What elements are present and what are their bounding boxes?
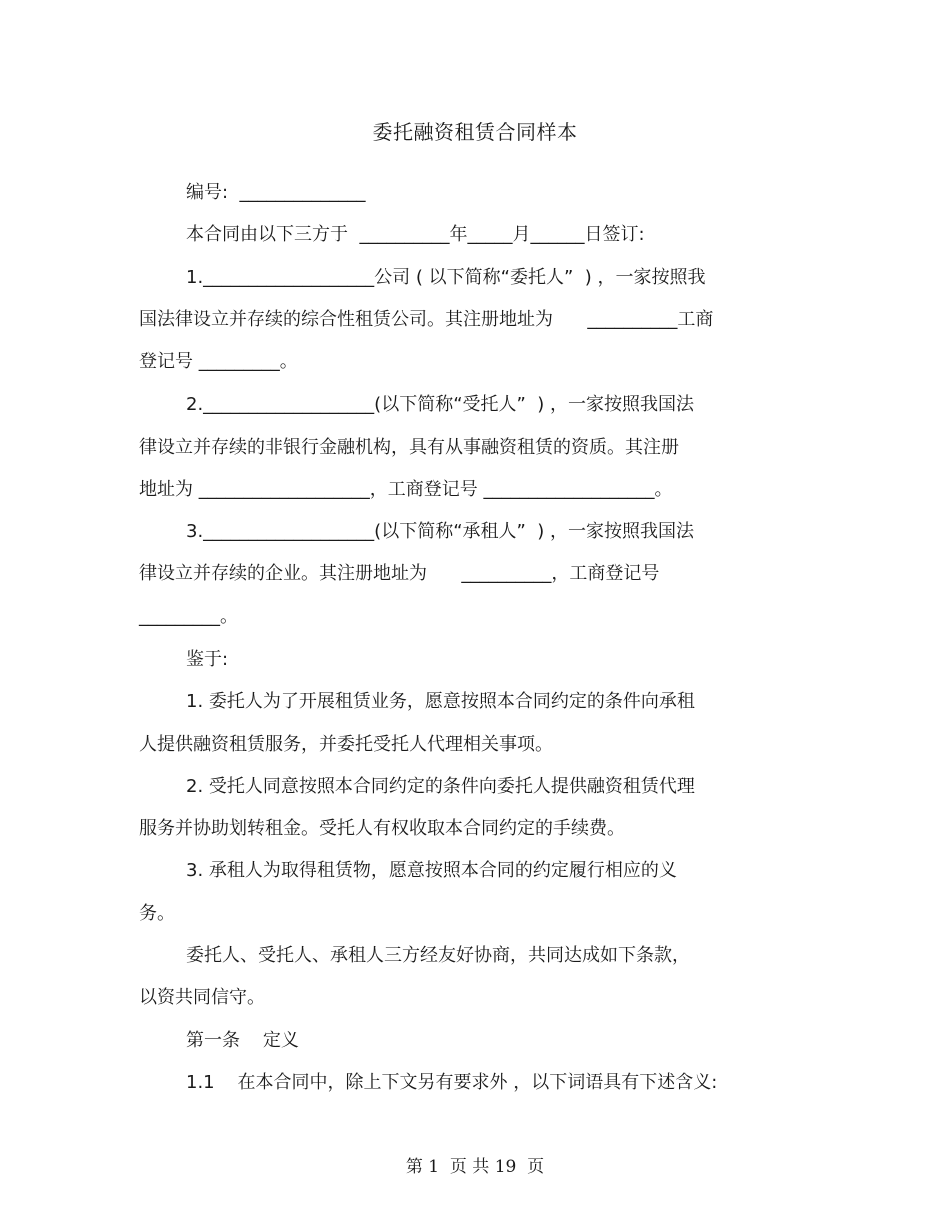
article-1-heading: 第一条 定义 [186,1030,299,1051]
recital-2-line-2: 服务并协助划转租金。受托人有权收取本合同约定的手续费。 [139,818,625,839]
party-3-line-3: _________。 [139,606,238,627]
party-3-line-1: 3.___________________(以下简称“承租人” ) ，一家按照我国法 [186,521,695,542]
party-3-line-2: 律设立并存续的企业。其注册地址为 __________，工商登记号 [139,563,660,584]
agreement-line-1: 委托人、受托人、承租人三方经友好协商，共同达成如下条款， [186,945,690,966]
recital-1-line-1: 1. 委托人为了开展租赁业务，愿意按照本合同约定的条件向承租 [186,691,695,712]
party-2-line-3: 地址为 ___________________，工商登记号 ___________________。 [139,479,673,500]
recital-1-line-2: 人提供融资租赁服务，并委托受托人代理相关事项。 [139,734,553,755]
whereas-heading: 鉴于: [186,649,229,670]
clause-1-1: 1.1 在本合同中，除上下文另有要求外 ，以下词语具有下述含义: [186,1072,718,1093]
contract-number-line: 编号: ______________ [186,182,366,203]
party-2-line-1: 2.___________________(以下简称“受托人” ) ，一家按照我国法 [186,394,695,415]
document-title: 委托融资租赁合同样本 [372,120,578,144]
page-footer: 第 1 页 共 19 页 [405,1157,545,1177]
party-1-line-3: 登记号 _________。 [139,351,298,372]
signing-date-line: 本合同由以下三方于 __________年_____月______日签订: [186,224,645,245]
party-1-line-2: 国法律设立并存续的综合性租赁公司。其注册地址为 __________工商 [139,309,714,330]
recital-3-line-1: 3. 承租人为取得租赁物，愿意按照本合同的约定履行相应的义 [186,860,677,881]
recital-3-line-2: 务。 [139,903,175,924]
recital-2-line-1: 2. 受托人同意按照本合同约定的条件向委托人提供融资租赁代理 [186,776,695,797]
party-1-line-1: 1.___________________公司 ( 以下简称“委托人” ) ，一家按照我 [186,267,706,288]
agreement-line-2: 以资共同信守。 [139,987,265,1008]
party-2-line-2: 律设立并存续的非银行金融机构，具有从事融资租赁的资质。其注册 [139,437,679,458]
